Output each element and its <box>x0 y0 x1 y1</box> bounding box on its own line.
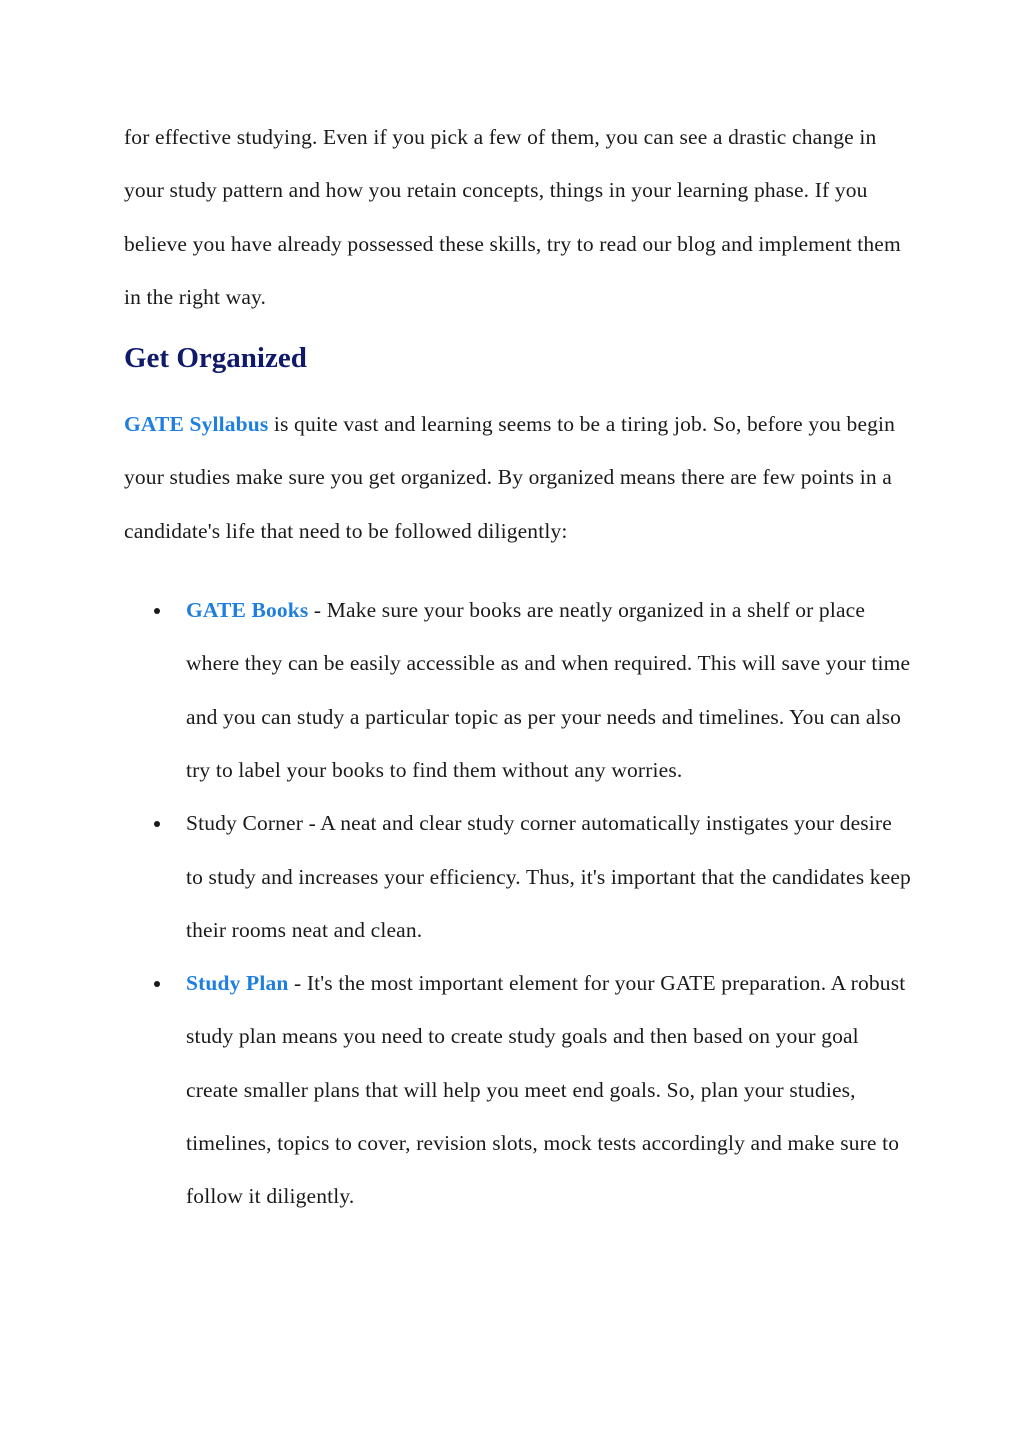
study-plan-link[interactable]: Study Plan <box>186 971 289 996</box>
list-item-text: - A neat and clear study corner automatically instigates your desire to study and increases your efficiency. Thus, it's important that the candidates keep their rooms neat and clean. <box>186 811 911 942</box>
article-body <box>124 111 914 1224</box>
bullet-icon <box>154 981 160 987</box>
list-item-study-plan <box>124 957 914 1223</box>
bullet-icon <box>154 821 160 827</box>
section-paragraph <box>124 398 914 558</box>
bullet-icon <box>154 608 160 614</box>
list-item-gate-books <box>124 584 914 797</box>
list-item-text: - Make sure your books are neatly organized in a shelf or place where they can be easily accessible as and when required. This will save your time and you can study a particular topic as per your needs and timelines. You can also try to label your books to find them without any worries. <box>186 598 911 782</box>
gate-books-link[interactable]: GATE Books <box>186 598 309 623</box>
list-item-text: - It's the most important element for your GATE preparation. A robust study plan means you need to create study goals and then based on your goal create smaller plans that will help you meet end goals. So, plan your studies, timelines, topics to cover, revision slots, mock tests accordingly and make sure to follow it diligently. <box>186 971 906 1209</box>
bullet-list <box>124 584 914 1224</box>
list-item-study-corner <box>124 797 914 957</box>
section-paragraph-text: is quite vast and learning seems to be a tiring job. So, before you begin your studies make sure you get organized. By organized means there are few points in a candidate's life that need to be followed diligently: <box>124 412 896 543</box>
gate-syllabus-link[interactable]: GATE Syllabus <box>124 412 269 437</box>
section-heading: Get Organized <box>124 342 307 375</box>
intro-paragraph: for effective studying. Even if you pick a few of them, you can see a drastic change in your study pattern and how you retain concepts, things in your learning phase. If you believe you have already possessed these skills, try to read our blog and implement them in the right way. <box>124 125 901 309</box>
list-item-lead: Study Corner <box>186 811 304 836</box>
